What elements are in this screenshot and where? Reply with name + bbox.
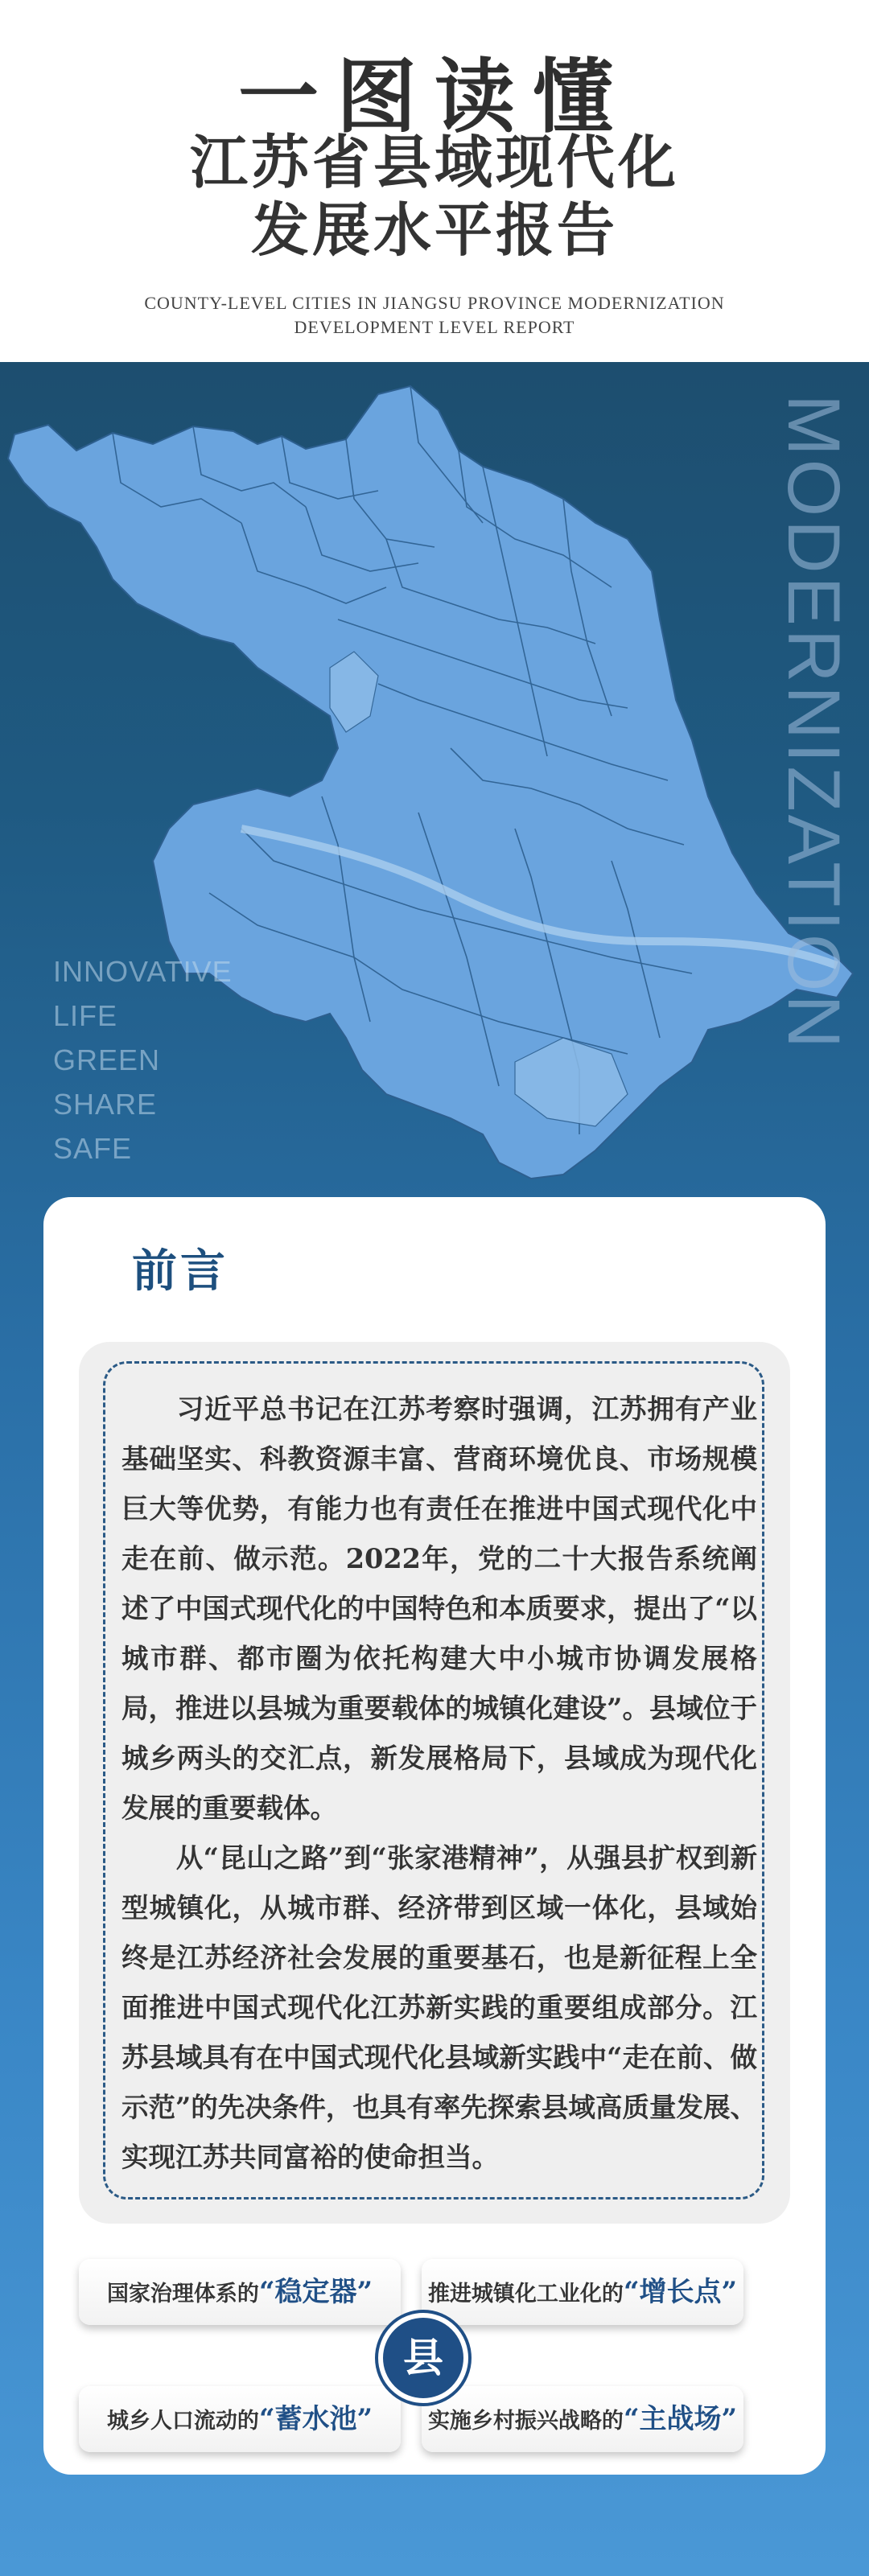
- keyword-list: [53, 949, 233, 1171]
- hero-section: [0, 362, 869, 2576]
- role-tag-highlight: “增长点”: [623, 2276, 738, 2308]
- page-title: 一图读懂: [238, 49, 631, 144]
- preface-text-panel: [79, 1342, 790, 2224]
- county-badge: 县: [378, 2313, 468, 2403]
- report-title-line-1: 江苏省县域现代化: [189, 128, 679, 196]
- role-tag-stabilizer: [79, 2259, 401, 2325]
- role-tag-reservoir: [79, 2386, 401, 2452]
- keyword-item: SHARE: [53, 1088, 158, 1121]
- role-tag-highlight: “稳定器”: [258, 2276, 373, 2308]
- keyword-item: LIFE: [53, 999, 118, 1032]
- role-tag-growth-point: [422, 2259, 743, 2325]
- english-subtitle-line-2: DEVELOPMENT LEVEL REPORT: [294, 317, 575, 337]
- preface-dashed-frame: [103, 1361, 764, 2199]
- keyword-item: SAFE: [53, 1132, 133, 1165]
- english-subtitle-line-1: COUNTY-LEVEL CITIES IN JIANGSU PROVINCE MODERNIZATION: [144, 293, 725, 313]
- role-tag-highlight: “蓄水池”: [258, 2403, 373, 2435]
- preface-title: 前言: [132, 1245, 229, 1298]
- role-tag-prefix: 国家治理体系的: [106, 2282, 259, 2306]
- english-subtitle: [0, 291, 869, 339]
- vertical-word-watermark: [736, 386, 855, 1051]
- preface-paragraph-1: 习近平总书记在江苏考察时强调，江苏拥有产业基础坚实、科教资源丰富、营商环境优良、市场规模巨大等优势，有能力也有责任在推进中国式现代化中走在前、做示范。2022年，党的二十大报告系统阐述了中国式现代化的中国特色和本质要求，提出了“以城市群、都市圈为依托构建大中小城市协调发展格局，推进以县城为重要载体的城镇化建设”。县域位于城乡两头的交汇点，新发展格局下，县域成为现代化发展的重要载体。: [121, 1393, 757, 1824]
- header: [0, 0, 869, 362]
- role-tag-highlight: “主战场”: [623, 2403, 738, 2435]
- preface-paragraph-2: 从“昆山之路”到“张家港精神”，从强县扩权到新型城镇化，从城市群、经济带到区域一体化，县域始终是江苏经济社会发展的重要基石，也是新征程上全面推进中国式现代化江苏新实践的重要组成部分。江苏县域具有在中国式现代化县域新实践中“走在前、做示范”的先决条件，也具有率先探索县域高质量发展、实现江苏共同富裕的使命担当。: [121, 1842, 757, 2173]
- vertical-word-text: MODERNIZATION: [772, 394, 855, 1051]
- preface-card: [43, 1197, 826, 2475]
- role-tag-prefix: 城乡人口流动的: [106, 2409, 259, 2434]
- role-tag-prefix: 推进城镇化工业化的: [427, 2282, 624, 2306]
- report-title-line-2: 发展水平报告: [250, 195, 618, 264]
- keyword-item: INNOVATIVE: [53, 955, 233, 988]
- role-tag-main-battlefield: [422, 2386, 743, 2452]
- report-title: [0, 129, 869, 264]
- keyword-item: GREEN: [53, 1043, 161, 1076]
- role-tag-prefix: 实施乡村振兴战略的: [427, 2409, 624, 2434]
